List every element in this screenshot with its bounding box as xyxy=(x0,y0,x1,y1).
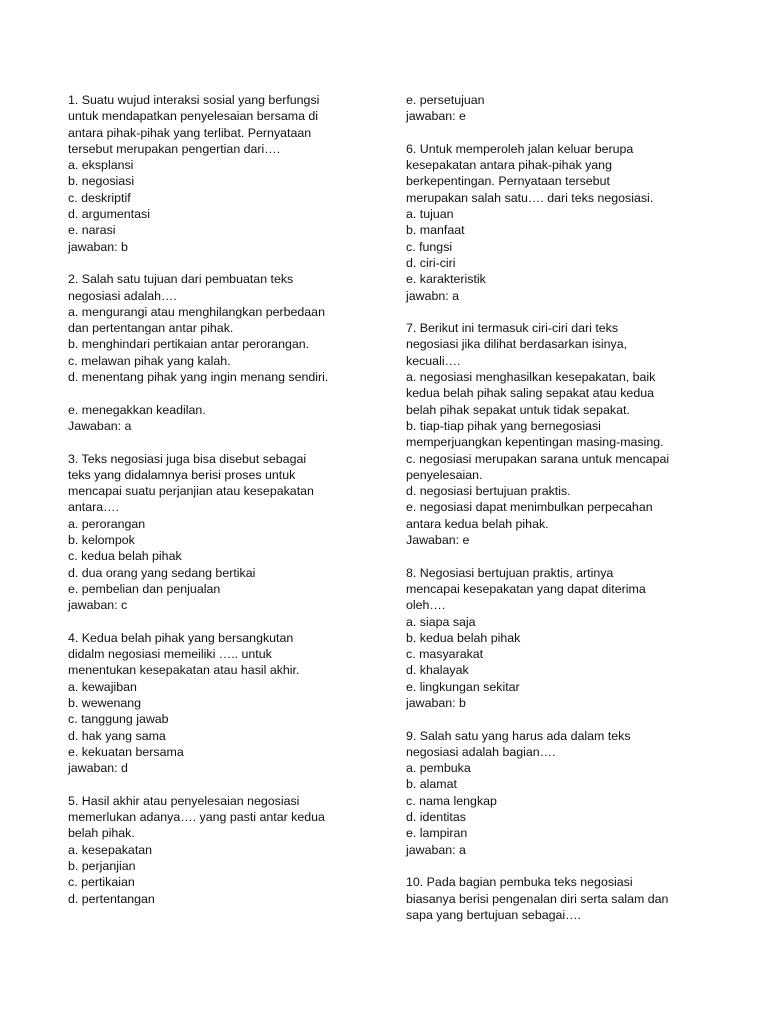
text-line: e. pembelian dan penjualan xyxy=(68,581,221,596)
question-block-q6 xyxy=(406,141,716,304)
text-line: c. tanggung jawab xyxy=(68,712,169,727)
question-block-q10 xyxy=(406,874,716,923)
text-line: 9. Salah satu yang harus ada dalam teks xyxy=(406,728,631,743)
text-line: kesepakatan antara pihak-pihak yang xyxy=(406,158,612,173)
text-line: c. pertikaian xyxy=(68,875,135,890)
text-line: memperjuangkan kepentingan masing-masing. xyxy=(406,435,664,450)
question-block-q3 xyxy=(68,451,368,614)
text-line: mencapai kesepakatan yang dapat diterima xyxy=(406,581,646,596)
text-line: c. melawan pihak yang kalah. xyxy=(68,353,231,368)
text-line: a. tujuan xyxy=(406,207,454,222)
text-line: 1. Suatu wujud interaksi sosial yang berfungsi xyxy=(68,93,320,107)
text-line: Jawaban: a xyxy=(68,418,132,433)
text-line: c. nama lengkap xyxy=(406,793,497,808)
question-block-q7 xyxy=(406,320,716,548)
block-spacer xyxy=(406,548,716,564)
text-line: c. kedua belah pihak xyxy=(68,549,182,564)
text-line: d. argumentasi xyxy=(68,207,150,222)
text-line: sapa yang bertujuan sebagai…. xyxy=(406,907,581,922)
text-line: d. dua orang yang sedang bertikai xyxy=(68,565,256,580)
text-line: b. alamat xyxy=(406,777,457,792)
text-line: b. negosiasi xyxy=(68,174,135,189)
text-line: a. pembuka xyxy=(406,761,471,776)
text-line: jawabn: a xyxy=(406,288,460,303)
text-line: Jawaban: e xyxy=(406,533,470,548)
text-line: kedua belah pihak saling sepakat atau kedua xyxy=(406,386,655,401)
question-block-q2-tail xyxy=(68,402,368,435)
text-line: menentukan kesepakatan atau hasil akhir. xyxy=(68,663,300,678)
text-line: b. wewenang xyxy=(68,695,142,710)
right-column xyxy=(406,92,716,923)
block-spacer xyxy=(406,125,716,141)
text-line: b. perjanjian xyxy=(68,858,136,873)
block-spacer xyxy=(406,304,716,320)
text-line: jawaban: e xyxy=(406,109,466,124)
text-line: tersebut merupakan pengertian dari…. xyxy=(68,141,281,156)
block-spacer xyxy=(406,858,716,874)
text-line: teks yang didalamnya berisi proses untuk xyxy=(68,467,296,482)
text-line: kecuali…. xyxy=(406,353,461,368)
text-line: e. persetujuan xyxy=(406,93,485,107)
text-line: 7. Berikut ini termasuk ciri-ciri dari teks xyxy=(406,321,619,336)
text-line: b. kedua belah pihak xyxy=(406,630,521,645)
text-line: a. perorangan xyxy=(68,516,146,531)
text-line: dan pertentangan antar pihak. xyxy=(68,321,234,336)
text-line: jawaban: b xyxy=(406,695,466,710)
text-line: e. menegakkan keadilan. xyxy=(68,402,206,417)
text-line: antara…. xyxy=(68,500,119,515)
text-line: untuk mendapatkan penyelesaian bersama di xyxy=(68,109,319,124)
text-line: 10. Pada bagian pembuka teks negosiasi xyxy=(406,875,633,890)
text-line: didalm negosiasi memeiliki ….. untuk xyxy=(68,647,272,662)
text-line: c. fungsi xyxy=(406,239,453,254)
text-line: antara kedua belah pihak. xyxy=(406,516,549,531)
text-line: belah pihak sepakat untuk tidak sepakat. xyxy=(406,402,630,417)
text-line: e. lampiran xyxy=(406,826,468,841)
question-block-q5 xyxy=(68,793,368,907)
text-line: 5. Hasil akhir atau penyelesaian negosiasi xyxy=(68,793,300,808)
question-block-q1 xyxy=(68,92,368,255)
text-line: b. kelompok xyxy=(68,533,135,548)
text-line: b. tiap-tiap pihak yang bernegosiasi xyxy=(406,418,601,433)
question-block-q8 xyxy=(406,565,716,712)
text-line: d. pertentangan xyxy=(68,891,155,906)
text-line: berkepentingan. Pernyataan tersebut xyxy=(406,174,610,189)
text-line: 3. Teks negosiasi juga bisa disebut sebagai xyxy=(68,451,307,466)
text-line: d. ciri-ciri xyxy=(406,255,456,270)
text-line: oleh…. xyxy=(406,598,446,613)
text-line: d. identitas xyxy=(406,810,466,825)
text-line: negosiasi adalah…. xyxy=(68,288,177,303)
text-line: negosiasi adalah bagian…. xyxy=(406,744,556,759)
text-line: 8. Negosiasi bertujuan praktis, artinya xyxy=(406,565,614,580)
block-spacer xyxy=(68,385,368,401)
text-line: c. negosiasi merupakan sarana untuk mencapai xyxy=(406,451,670,466)
text-line: e. karakteristik xyxy=(406,272,486,287)
block-spacer xyxy=(68,614,368,630)
question-block-q5-tail xyxy=(406,92,716,125)
text-line: biasanya berisi pengenalan diri serta salam dan xyxy=(406,891,669,906)
text-line: a. mengurangi atau menghilangkan perbedaan xyxy=(68,304,325,319)
text-line: jawaban: a xyxy=(406,842,466,857)
text-line: a. kesepakatan xyxy=(68,842,153,857)
text-line: b. manfaat xyxy=(406,223,465,238)
text-line: antara pihak-pihak yang terlibat. Pernyataan xyxy=(68,125,312,140)
text-line: belah pihak. xyxy=(68,826,135,841)
text-line: a. siapa saja xyxy=(406,614,476,629)
text-line: memerlukan adanya…. yang pasti antar kedua xyxy=(68,810,325,825)
text-line: penyelesaian. xyxy=(406,467,483,482)
block-spacer xyxy=(406,711,716,727)
text-line: e. negosiasi dapat menimbulkan perpecahan xyxy=(406,500,653,515)
text-line: 2. Salah satu tujuan dari pembuatan teks xyxy=(68,272,294,287)
text-line: c. deskriptif xyxy=(68,190,131,205)
text-line: d. hak yang sama xyxy=(68,728,166,743)
text-line: e. kekuatan bersama xyxy=(68,744,184,759)
text-line: jawaban: c xyxy=(68,598,128,613)
text-line: e. narasi xyxy=(68,223,116,238)
question-block-q4 xyxy=(68,630,368,777)
text-line: d. menentang pihak yang ingin menang sendiri. xyxy=(68,370,329,385)
text-line: a. negosiasi menghasilkan kesepakatan, baik xyxy=(406,370,656,385)
text-line: negosiasi jika dilihat berdasarkan isinya, xyxy=(406,337,628,352)
text-line: 4. Kedua belah pihak yang bersangkutan xyxy=(68,630,294,645)
text-line: jawaban: d xyxy=(68,761,128,776)
text-line: a. kewajiban xyxy=(68,679,137,694)
text-line: d. khalayak xyxy=(406,663,469,678)
text-line: mencapai suatu perjanjian atau kesepakatan xyxy=(68,484,314,499)
text-line: e. lingkungan sekitar xyxy=(406,679,520,694)
text-line: d. negosiasi bertujuan praktis. xyxy=(406,484,571,499)
question-block-q9 xyxy=(406,728,716,858)
text-line: b. menghindari pertikaian antar perorangan. xyxy=(68,337,310,352)
left-column xyxy=(68,92,368,907)
text-line: jawaban: b xyxy=(68,239,128,254)
text-line: a. eksplansi xyxy=(68,158,134,173)
text-line: 6. Untuk memperoleh jalan keluar berupa xyxy=(406,141,634,156)
block-spacer xyxy=(68,434,368,450)
question-block-q2 xyxy=(68,271,368,385)
text-line: c. masyarakat xyxy=(406,647,484,662)
block-spacer xyxy=(68,255,368,271)
block-spacer xyxy=(68,776,368,792)
text-line: merupakan salah satu…. dari teks negosiasi. xyxy=(406,190,654,205)
